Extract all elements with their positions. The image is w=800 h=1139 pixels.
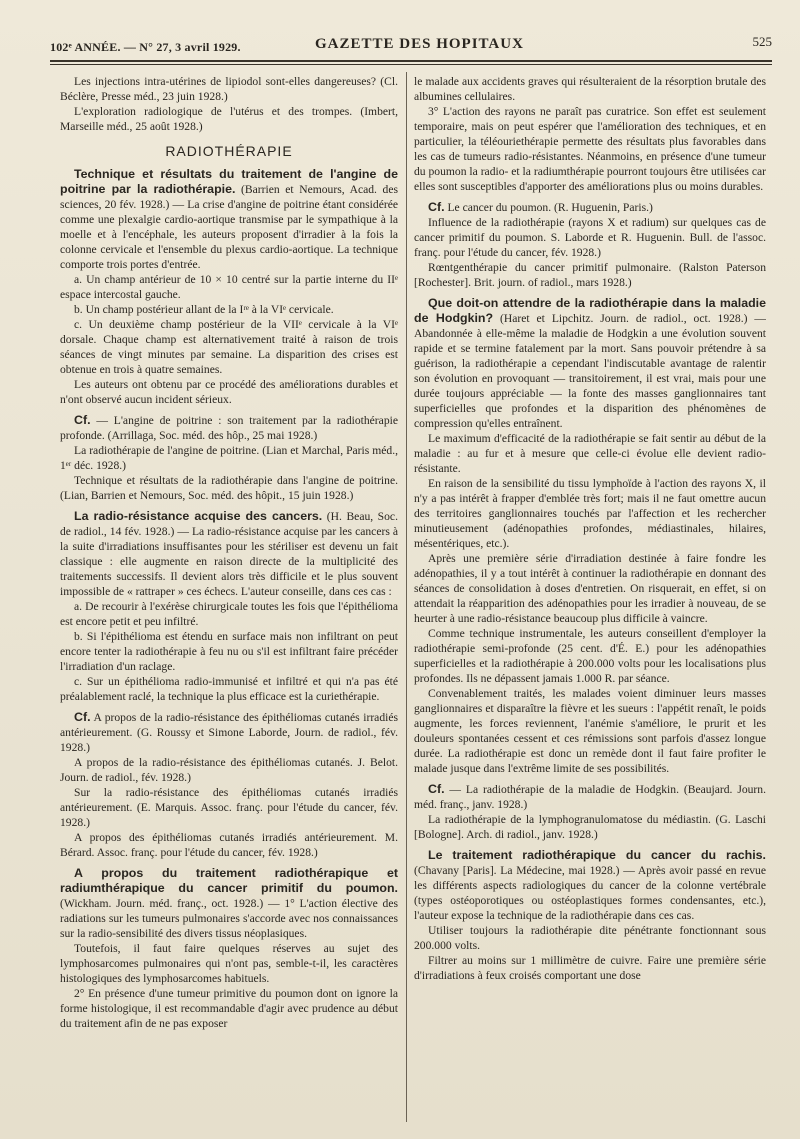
list-item: c. Un deuxième champ postérieur de la VIIᵉ cervicale à la VIᵉ dorsale. Chaque champ est alternativement traité à raison de trois séances de vingt minutes par semaine. La disparition des crises est obtenue en trois à quatre semaines. [60, 318, 398, 376]
cf-label: Cf. [74, 413, 91, 427]
column-divider [406, 72, 407, 1122]
paragraph: 2° En présence d'une tumeur primitive du poumon dont on ignore la forme histologique, il est recommandable d'agir avec prudence au début du traitement afin de ne pas exposer [60, 987, 398, 1030]
article-heading: A propos du traitement radiothérapique et radiumthérapique du cancer primitif du poumon. [60, 866, 398, 895]
cf-label: Cf. [428, 782, 445, 796]
reference: Rœntgenthérapie du cancer primitif pulmonaire. (Ralston Paterson [Rochester]. Brit. journ. of radiol., mars 1928.) [414, 261, 766, 289]
header-rule-thick [50, 60, 772, 62]
article-body: (Haret et Lipchitz. Journ. de radiol., oct. 1928.) — Abandonnée à elle-même la maladie de Hodgkin a une évolution souvent rapide et se termine fatalement par la mort. Sans pouvoir prétendre à sa guérison, la radiothérapie a cependant l'indiscutable avantage de ralentir son évolution en provoquant — transitoirement, il est vrai, mais pour une durée toujours appréciable — la fonte des masses ganglionnaires tant superficielles que profondes et la disparition des phénomènes de compression qu'elles entraînent. [414, 312, 766, 430]
cf-label: Cf. [74, 710, 91, 724]
list-item: a. De recourir à l'exérèse chirurgicale toutes les fois que l'épithélioma est encore petit et peu infiltré. [60, 600, 398, 628]
list-item: b. Si l'épithélioma est étendu en surface mais non infiltrant on peut encore tenter la radiothérapie à feu nu ou s'il est infiltrant faire précéder l'irradiation d'un raclage. [60, 630, 398, 673]
journal-title: GAZETTE DES HOPITAUX [315, 36, 524, 52]
article-body: (Wickham. Journ. méd. franç., oct. 1928.) — 1° L'action élective des radiations sur les tumeurs pulmonaires s'accorde avec nos connaissances sur la radio-sensibilité des divers tissus néoplasiques. [60, 897, 398, 940]
paragraph: Convenablement traités, les malades voient diminuer leurs masses ganglionnaires et disparaître la fièvre et les sueurs : l'appétit renaît, le poids augmente, les forces reviennent, l'anémie s'améliore, le prurit et les douleurs spontanées cessent et ces rémissions sont parfois d'assez longue durée. La radiothérapie est donc un remède dont il faut faire profiter le malade jusque dans l'extrême limite de ses possibilités. [414, 687, 766, 775]
paragraph: Comme technique instrumentale, les auteurs conseillent d'employer la radiothérapie semi-profonde (25 cent. d'É. E.) pour les adénopathies superficielles et la radiothérapie à 200.000 volts pour les localisations plus profondes. Ils ne dépassent jamais 1.000 R. par séance. [414, 627, 766, 685]
reference: Sur la radio-résistance des épithéliomas cutanés irradiés antérieurement. (E. Marquis. Assoc. franç. pour l'étude du cancer, fév. 1928.) [60, 786, 398, 829]
paragraph: Les auteurs ont obtenu par ce procédé des améliorations durables et n'ont observé aucun incident sérieux. [60, 378, 398, 406]
article-heading: La radio-résistance acquise des cancers. [74, 509, 323, 523]
reference: La radiothérapie de l'angine de poitrine. (Lian et Marchal, Paris méd., 1ᵉʳ déc. 1928.) [60, 444, 398, 472]
cf-reference [414, 782, 766, 812]
issue-line: 102ᵉ ANNÉE. — N° 27, 3 avril 1929. [50, 40, 241, 54]
article-body: (Barrien et Nemours, Acad. des sciences, 20 fév. 1928.) — La crise d'angine de poitrine étant considérée comme une plexalgie cardio-aortique transmise par le sympathique à la moelle et à l'encéphale, les auteurs proposent d'irradier à la fois la colonne cervicale et l'ensemble du plexus cardio-aortique. La technique comporte trois portes d'entrée. [60, 183, 398, 271]
paragraph: le malade aux accidents graves qui résulteraient de la résorption brutale des albumines cellulaires. [414, 75, 766, 103]
paragraph: Filtrer au moins sur 1 millimètre de cuivre. Faire une première série d'irradiations à feux croisés comportant une dose [414, 954, 766, 982]
article-radio-resistance [60, 509, 398, 599]
cf-label: Cf. [428, 200, 445, 214]
paragraph: En raison de la sensibilité du tissu lymphoïde à l'action des rayons X, il n'y a pas intérêt à frapper d'emblée très fort; mais il ne faut omettre aucun des territoires ganglionnaires touchés par l'affection et les rechercher minutieusement (adénopathies profondes, médiastinales, hilaires, mésentériques, etc.). [414, 477, 766, 550]
paragraph: Utiliser toujours la radiothérapie dite pénétrante fonctionnant sous 200.000 volts. [414, 924, 766, 952]
paragraph: Après une première série d'irradiation destinée à faire fondre les adénopathies, il y a tout intérêt à continuer la radiothérapie en donnant des séances de consolidation à doses d'entretien. On risquerait, en effet, si on attendait la réapparition des adénopathies pour les irradier à nouveau, de se heurter à une radio-résistance beaucoup plus difficile à vaincre. [414, 552, 766, 625]
article-heading: Le traitement radiothérapique du cancer du rachis. [428, 848, 766, 862]
article-body: (Chavany [Paris]. La Médecine, mai 1928.) — Après avoir passé en revue les différents aspects radiologiques du cancer de la colonne vertébrale (types ostéoporotiques ou ostéoplastiques formes condensantes, etc.), l'auteur expose la technique de la radiothérapie dans ces cas. [414, 864, 766, 922]
list-item: a. Un champ antérieur de 10 × 10 centré sur la partie interne du IIᵉ espace intercostal gauche. [60, 273, 398, 301]
reference: La radiothérapie de la lymphogranulomatose du médiastin. (G. Laschi [Bologne]. Arch. di radiol., janv. 1928.) [414, 813, 766, 841]
list-item: b. Un champ postérieur allant de la Iʳᵉ à la VIᵉ cervicale. [74, 303, 334, 316]
header-rule-thin [50, 64, 772, 65]
reference-text: Le cancer du poumon. (R. Huguenin, Paris.) [447, 201, 653, 214]
paragraph: Toutefois, il faut faire quelques réserves au sujet des lymphosarcomes pulmonaires qui n'ont pas, semble-t-il, les caractères histologiques des lymphosarcomes habituels. [60, 942, 398, 985]
left-column [60, 74, 398, 1124]
section-title: RADIOTHÉRAPIE [165, 143, 293, 159]
list-item: c. Sur un épithélioma radio-immunisé et infiltré et qui n'a pas été préalablement raclé, la technique la plus efficace est la curiethérapie. [60, 675, 398, 703]
reference-text: — L'angine de poitrine : son traitement par la radiothérapie profonde. (Arrillaga, Soc. méd. des hôp., 25 mai 1928.) [60, 414, 398, 442]
paragraph: 3° L'action des rayons ne paraît pas curatrice. Son effet est seulement temporaire, mais on peut espérer que l'amélioration des techniques, et en particulier, la téléouriethérapie permette des résultats plus favorables dans les cas de tumeurs radio-résistantes. Néanmoins, en présence d'une tumeur du poumon la radio- et la radiumthérapie pourront toujours être utilisées car elles sont susceptibles d'apporter des améliorations plus ou moins durables. [414, 105, 766, 193]
article-radiotherapy-angina [60, 167, 398, 272]
article-spine-cancer [414, 848, 766, 923]
cf-reference [414, 200, 766, 215]
cf-reference [60, 413, 398, 443]
reference: Technique et résultats de la radiothérapie dans l'angine de poitrine. (Lian, Barrien et Nemours, Soc. méd. des hôpit., 15 juin 1928.) [60, 474, 398, 502]
right-column [414, 74, 766, 1124]
reference: Influence de la radiothérapie (rayons X et radium) sur quelques cas de cancer primitif du poumon. S. Laborde et R. Huguenin. Bull. de l'assoc. franç. pour l'étude du cancer, fév. 1928.) [414, 216, 766, 259]
paragraph: L'exploration radiologique de l'utérus et des trompes. (Imbert, Marseille méd., 25 août 1928.) [60, 105, 398, 133]
article-body: (H. Beau, Soc. de radiol., 14 fév. 1928.) — La radio-résistance acquise par les cancers à la suite d'irradiations insuffisantes pour les stériliser est devenu un fait classique : elle augmente en raison directe de la multiplicité des traitements successifs. Il devient alors très difficile et le plus souvent impossible de « rattraper » ces échecs. L'auteur conseille, dans ces cas : [60, 510, 398, 598]
cf-reference [60, 710, 398, 755]
article-hodgkin [414, 296, 766, 431]
page-header [50, 34, 772, 58]
reference: A propos des épithéliomas cutanés irradiés antérieurement. M. Bérard. Assoc. franç. pour l'étude du cancer, fév. 1928.) [60, 831, 398, 859]
page-number: 525 [752, 34, 772, 49]
article-heading: Technique et résultats du traitement de l'angine de poitrine par la radiothérapie. [60, 167, 398, 196]
reference-text: A propos de la radio-résistance des épithéliomas cutanés irradiés antérieurement. (G. Roussy et Simone Laborde, Journ. de radiol., fév. 1928.) [60, 711, 398, 754]
paragraph: Les injections intra-utérines de lipiodol sont-elles dangereuses? (Cl. Béclère, Presse méd., 23 juin 1928.) [60, 75, 398, 103]
article-heading: Que doit-on attendre de la radiothérapie dans la maladie de Hodgkin? [414, 296, 766, 325]
article-lung-cancer [60, 866, 398, 941]
reference: A propos de la radio-résistance des épithéliomas cutanés. J. Belot. Journ. de radiol., fév. 1928.) [60, 756, 398, 784]
paragraph: Le maximum d'efficacité de la radiothérapie se fait sentir au début de la maladie : au fur et à mesure que celle-ci évolue elle devient radio-résistante. [414, 432, 766, 475]
reference-text: — La radiothérapie de la maladie de Hodgkin. (Beaujard. Journ. méd. franç., janv. 1928.) [414, 783, 766, 811]
